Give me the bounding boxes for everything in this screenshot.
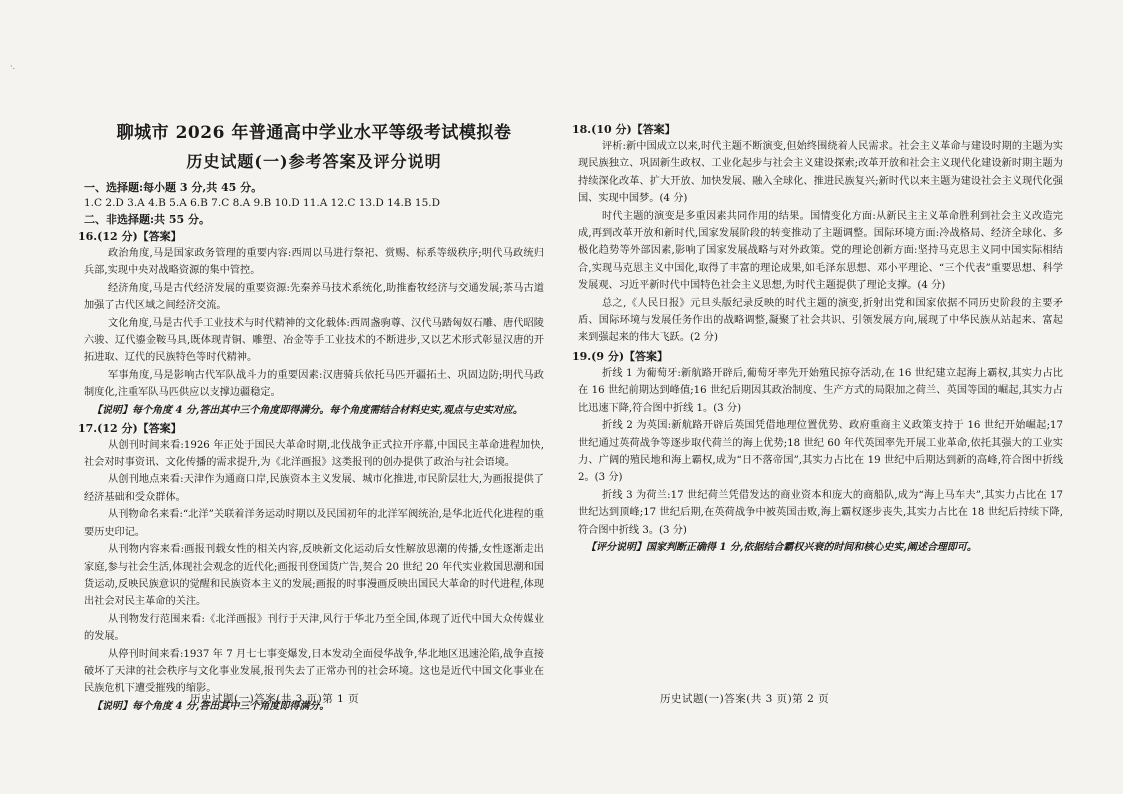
q19-header: 19.(9 分)【答案】 (572, 349, 669, 363)
q16-paragraph: 经济角度,马是古代经济发展的重要资源:先秦养马技术系统化,助推畜牧经济与交通发展;茶马古道加强了古代区域之间经济交流。 (84, 282, 544, 312)
q17-note: 【说明】每个角度 4 分,答出其中三个角度即得满分。 (92, 700, 330, 712)
q18-paragraph: 时代主题的演变是多重因素共同作用的结果。国情变化方面:从新民主主义革命胜利到社会主义改造完成,再到改革开放和新时代,国家发展阶段的转变推动了主题调整。国际环境方面:冷战格局、经济全球化、多极化趋势等外部因素,影响了国家发展战略与对外政策。党的理论创新方面:坚持马克思主义同中国实际相结合,实现马克思主义中国化,取得了丰富的理论成果,如毛泽东思想、邓小平理论、“三个代表”重要思想、科学发展观、习近平新时代中国特色社会主义思想,为时代主题提供了理论支撑。(4 分) (578, 210, 1063, 292)
q17-paragraph: 从创刊地点来看:天津作为通商口岸,民族资本主义发展、城市化推进,市民阶层壮大,为画报提供了经济基础和受众群体。 (84, 474, 544, 503)
answer-page-1 (0, 0, 560, 794)
q16-note: 【说明】每个角度 4 分,答出其中三个角度即得满分。每个角度需结合材料史实,观点与史实对应。 (92, 404, 523, 416)
section-non-choice: 二、非选择题:共 55 分。 (84, 213, 211, 226)
q16-header: 16.(12 分)【答案】 (78, 230, 182, 243)
page-footer-2: 历史试题(一)答案(共 3 页)第 2 页 (660, 693, 830, 705)
multiple-choice-answers: 1.C 2.D 3.A 4.B 5.A 6.B 7.C 8.A 9.B 10.D 11.A 12.C 13.D 14.B 15.D (84, 197, 441, 209)
scan-speck: ·. (10, 62, 16, 71)
q17-paragraph: 从停刊时间来看:1937 年 7 月七七事变爆发,日本发动全面侵华战争,华北地区迅速沦陷,战争直接破坏了天津的社会秩序与文化事业发展,报刊失去了正常办刊的社会环境。这也是近代中国文化事业在民族危机下遭受摧残的缩影。 (84, 648, 544, 695)
q19-note: 【评分说明】国家判断正确得 1 分,依据结合霸权兴衰的时间和核心史实,阐述合理即可。 (586, 541, 977, 553)
q17-paragraph: 从刊物内容来看:画报刊载女性的相关内容,反映新文化运动后女性解放思潮的传播,女性逐渐走出家庭,参与社会生活,体现社会观念的近代化;画报刊登国货广告,契合 20 世纪 20 年代实业救国思潮和国货运动,反映民族意识的觉醒和民族资本主义的发展;画报的时事漫画反映出国民大革命的时代进程,体现出社会对民主革命的关注。 (84, 544, 544, 608)
q17-paragraph: 从刊物命名来看:“北洋”关联着洋务运动时期以及民国初年的北洋军阀统治,是华北近代化进程的重要历史印记。 (84, 509, 544, 538)
answer-subtitle: 历史试题(一)参考答案及评分说明 (186, 152, 442, 171)
exam-title: 聊城市 2026 年普通高中学业水平等级考试模拟卷 (116, 123, 512, 143)
q16-paragraph: 军事角度,马是影响古代军队战斗力的重要因素:汉唐骑兵依托马匹开疆拓土、巩固边防;明代马政制度化,注重军队马匹供应以支撑边疆稳定。 (84, 369, 544, 399)
answer-page-2 (560, 0, 1123, 794)
q16-paragraph: 文化角度,马是古代手工业技术与时代精神的文化载体:西周盏驹尊、汉代马踏匈奴石雕、唐代昭陵六骏、辽代鎏金鞍马具,既体现青铜、雕塑、冶金等手工业技术的不断进步,又以艺术形式彰显汉唐的开拓进取、辽代的民族特色等时代精神。 (84, 317, 544, 364)
q17-paragraph: 从创刊时间来看:1926 年正处于国民大革命时期,北伐战争正式拉开序幕,中国民主革命进程加快,社会对时事资讯、文化传播的需求提升,为《北洋画报》这类报刊的创办提供了政治与社会语境。 (84, 439, 544, 469)
q17-header: 17.(12 分)【答案】 (78, 421, 182, 435)
q18-paragraph: 评析:新中国成立以来,时代主题不断演变,但始终围绕着人民需求。社会主义革命与建设时期的主题为实现民族独立、巩固新生政权、工业化起步与社会主义建设探索;改革开放和社会主义现代化建设新时期主题为持续深化改革、扩大开放、加快发展、融入全球化、推进民族复兴;新时代以来主题为建设社会主义现代化强国、实现中国梦。(4 分) (578, 141, 1063, 205)
q19-paragraph: 折线 3 为荷兰:17 世纪荷兰凭借发达的商业资本和庞大的商船队,成为“海上马车夫”,其实力占比在 17 世纪达到顶峰;17 世纪后期,在英荷战争中被英国击败,海上霸权逐步丧失,其实力占比在 18 世纪后持续下降,符合图中折线 3。(3 分) (578, 489, 1063, 536)
page-footer-1: 历史试题(一)答案(共 3 页)第 1 页 (190, 693, 360, 705)
q17-paragraph: 从刊物发行范围来看:《北洋画报》刊行于天津,风行于华北乃至全国,体现了近代中国大众传媒业的发展。 (84, 613, 544, 643)
q19-paragraph: 折线 1 为葡萄牙:新航路开辟后,葡萄牙率先开始殖民掠夺活动,在 16 世纪建立起海上霸权,其实力占比在 16 世纪前期达到峰值;16 世纪后期因其政治制度、生产方式的局限加之荷兰、英国等国的崛起,其实力占比迅速下降,符合图中折线 1。(3 分) (578, 367, 1063, 414)
q16-paragraph: 政治角度,马是国家政务管理的重要内容:西周以马进行祭祀、赏赐、标系等级秩序;明代马政统归兵部,实现中央对战略资源的集中管控。 (84, 248, 544, 277)
section-multiple-choice: 一、选择题:每小题 3 分,共 45 分。 (84, 181, 263, 194)
q19-paragraph: 折线 2 为英国:新航路开辟后英国凭借地理位置优势、政府重商主义政策支持于 16 世纪开始崛起;17 世纪通过英荷战争等逐步取代荷兰的海上优势;18 世纪 60 年代英国率先开展工业革命,依托其强大的工业实力、广阔的殖民地和海上霸权,成为“日不落帝国”,其实力占比在 19 世纪中后期达到新的高峰,符合图中折线 2。(3 分) (578, 420, 1063, 484)
q18-header: 18.(10 分)【答案】 (572, 123, 676, 136)
q18-paragraph: 总之,《人民日报》元旦头版纪录反映的时代主题的演变,折射出党和国家依据不同历史阶段的主要矛盾、国际环境与发展任务作出的战略调整,凝聚了社会共识、引领发展方向,展现了中华民族从站起来、富起来到强起来的伟大飞跃。(2 分) (578, 297, 1063, 344)
